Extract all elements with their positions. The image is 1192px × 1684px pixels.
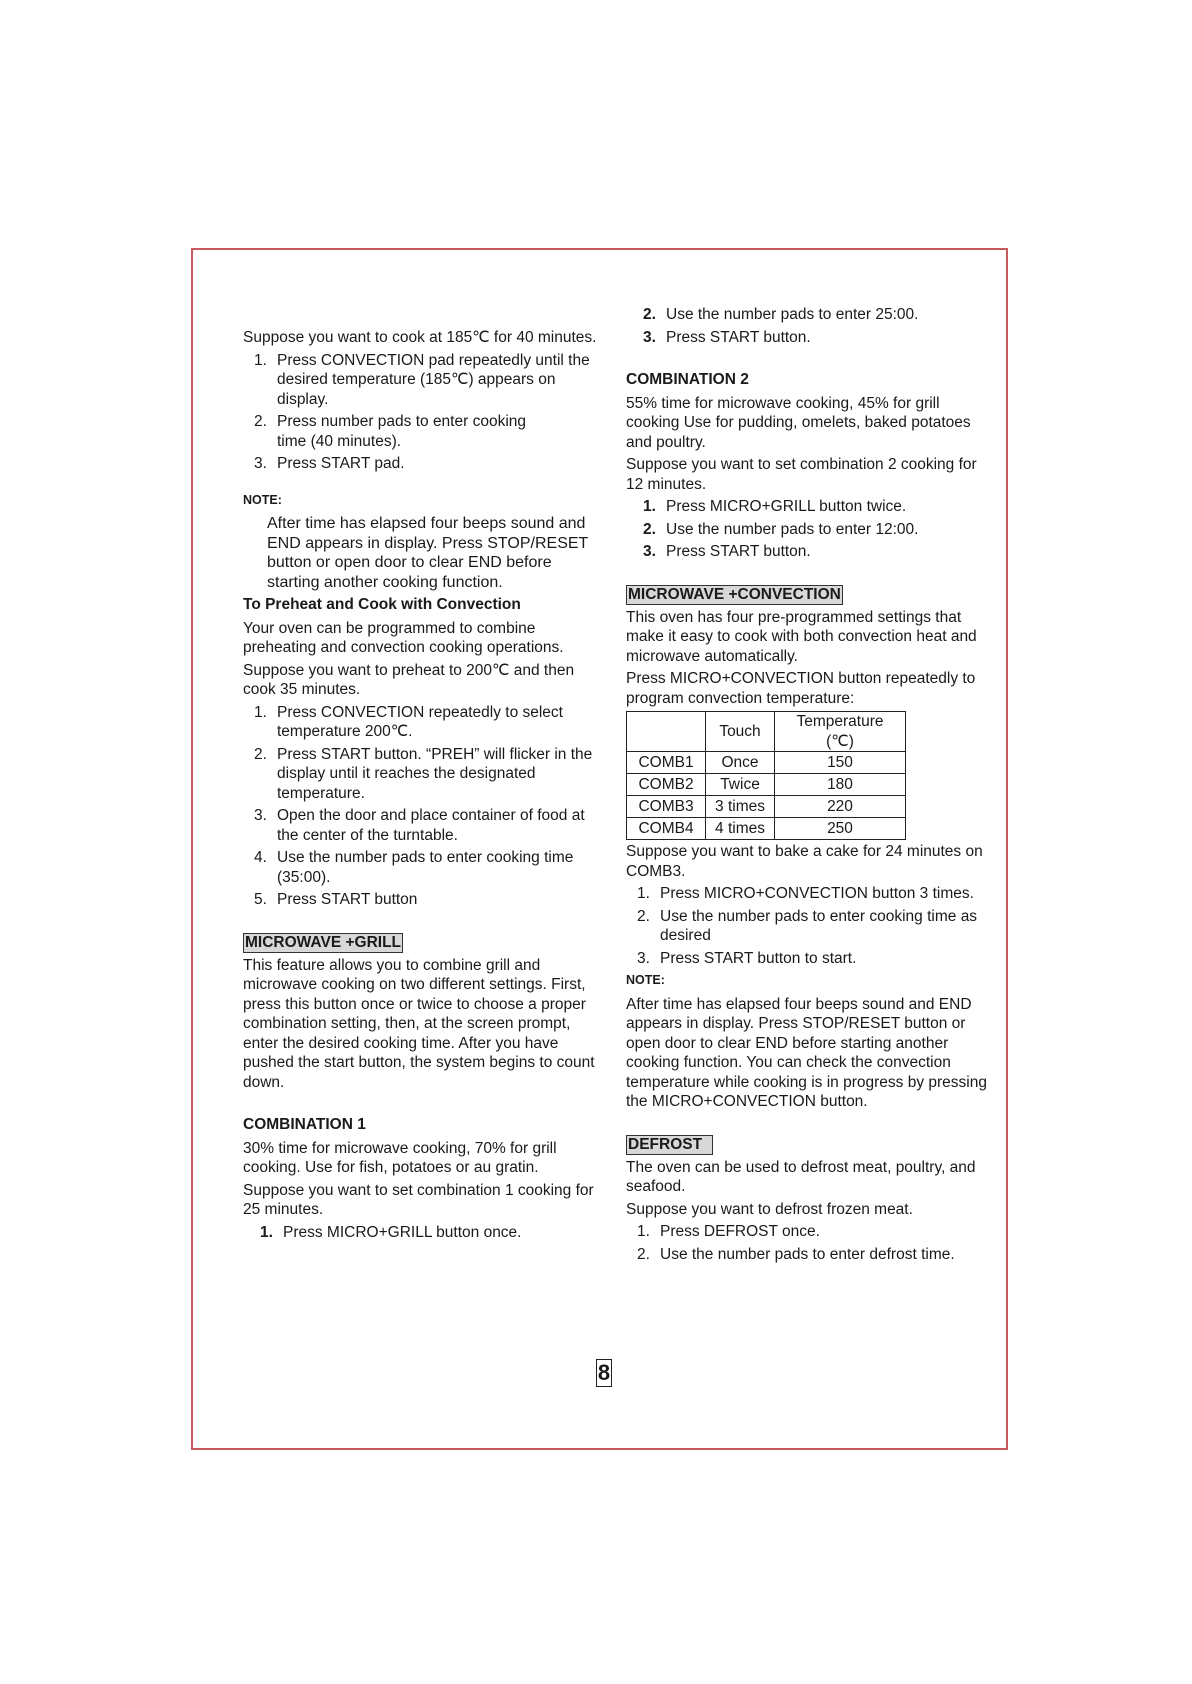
defrost-heading: DEFROST: [626, 1135, 713, 1155]
defrost-example: Suppose you want to defrost frozen meat.: [626, 1200, 913, 1218]
combination-2-example: Suppose you want to set combination 2 cooking for 12 minutes.: [626, 456, 977, 493]
table-row: COMB3 3 times 220: [627, 796, 906, 818]
convection-intro: Suppose you want to cook at 185℃ for 40 minutes.: [243, 329, 597, 346]
note-label: NOTE:: [626, 973, 665, 987]
preheat-heading: To Preheat and Cook with Convection: [243, 596, 521, 613]
list-item: 1. Press CONVECTION repeatedly to select temperature 200℃.: [254, 703, 563, 740]
list-item: 3. Press START button to start.: [637, 949, 857, 967]
microwave-grill-heading: MICROWAVE +GRILL: [245, 933, 402, 951]
list-item: 2. Use the number pads to enter 25:00.: [643, 306, 919, 323]
list-item: 4. Use the number pads to enter cooking time (35:00).: [254, 849, 574, 886]
list-item: 3. Press START pad.: [254, 455, 405, 472]
list-item: 1. Press CONVECTION pad repeatedly until the desired temperature (185℃) appears on display.: [254, 351, 590, 408]
note-label: NOTE:: [243, 492, 282, 507]
list-item: 2. Use the number pads to enter 12:00.: [643, 520, 919, 538]
combination-1-steps-cont: [626, 305, 988, 347]
microwave-convection-text: This oven has four pre-programmed settings that make it easy to cook with both convection heat and microwave automatically.: [626, 608, 977, 665]
convection-steps: [243, 351, 603, 474]
table-row: COMB4 4 times 250: [627, 818, 906, 840]
list-item: 1. Press MICRO+GRILL button once.: [260, 1223, 522, 1241]
list-item: 5. Press START button: [254, 891, 418, 908]
combination-1-description: 30% time for microwave cooking, 70% for grill cooking. Use for fish, potatoes or au gratin.: [243, 1139, 557, 1176]
list-item: 3. Press START button.: [643, 543, 811, 560]
list-item: 2. Use the number pads to enter defrost time.: [637, 1245, 955, 1263]
microwave-convection-example: Suppose you want to bake a cake for 24 minutes on COMB3.: [626, 843, 983, 880]
combination-2-heading: COMBINATION 2: [626, 371, 749, 388]
combination-1-heading: COMBINATION 1: [243, 1116, 366, 1133]
list-item: 2. Use the number pads to enter cooking time as desired: [637, 907, 978, 944]
list-item: 2. Press number pads to enter cooking time (40 minutes).: [254, 413, 526, 450]
microwave-convection-steps: [626, 884, 988, 968]
list-item-continuation: time (40 minutes).: [277, 432, 402, 450]
list-item: 1. Press MICRO+GRILL button twice.: [643, 498, 907, 515]
microwave-convection-heading: MICROWAVE +CONVECTION: [628, 585, 841, 603]
right-column: [626, 305, 988, 1267]
table-row: COMB2 Twice 180: [627, 774, 906, 796]
list-item: 3. Press START button.: [643, 328, 811, 346]
microwave-grill-text: This feature allows you to combine grill and microwave cooking on two different settings. First, press this button once or twice to choose a proper combination setting, then, at the screen prompt, enter the desired cooking time. After you have pushed the start button, the system begins to count down.: [243, 956, 595, 1091]
combination-2-steps: [626, 497, 988, 562]
list-item: 3. Open the door and place container of food at the center of the turntable.: [254, 807, 585, 844]
defrost-steps: [626, 1222, 988, 1264]
defrost-text: The oven can be used to defrost meat, poultry, and seafood.: [626, 1158, 976, 1195]
note-text: After time has elapsed four beeps sound and END appears in display. Press STOP/RESET button or open door to clear END before starting another cooking function. You can check the convection temperature while cooking is in progress by pressing the MICRO+CONVECTION button.: [626, 995, 987, 1110]
preheat-paragraph: Your oven can be programmed to combine preheating and convection cooking operations.: [243, 619, 564, 656]
list-item: 1. Press DEFROST once.: [637, 1223, 820, 1240]
microwave-convection-instruction: Press MICRO+CONVECTION button repeatedly to program convection temperature:: [626, 670, 976, 707]
table-row: COMB1 Once 150: [627, 752, 906, 774]
note-text: After time has elapsed four beeps sound and END appears in display. Press STOP/RESET button or open door to clear END before starting another cooking function.: [267, 515, 589, 591]
left-column: [243, 328, 603, 1245]
combination-1-example: Suppose you want to set combination 1 cooking for 25 minutes.: [243, 1181, 594, 1218]
combination-2-description: 55% time for microwave cooking, 45% for grill cooking Use for pudding, omelets, baked potatoes and poultry.: [626, 394, 971, 451]
preheat-example: Suppose you want to preheat to 200℃ and then cook 35 minutes.: [243, 661, 575, 698]
table-header-row: Touch Temperature (℃): [627, 712, 906, 752]
combination-1-steps-start: [243, 1223, 603, 1243]
page-number: 8: [597, 1360, 611, 1385]
list-item: 1. Press MICRO+CONVECTION button 3 times.: [637, 885, 974, 902]
preheat-steps: [243, 703, 603, 910]
convection-table: [626, 711, 906, 840]
list-item: 2. Press START button. “PREH” will flicker in the display until it reaches the designated temperature.: [254, 745, 593, 802]
